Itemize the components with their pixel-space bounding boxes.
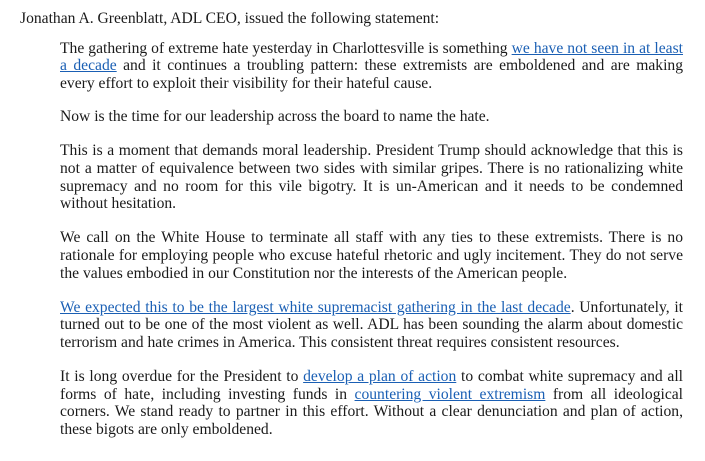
paragraph-1-text-a: The gathering of extreme hate yesterday in Charlottesville is something [60,39,512,57]
paragraph-6-text-a: It is long overdue for the President to [60,367,304,385]
link-not-seen-in-decade[interactable]: we have not seen in at least a decade [60,39,683,75]
statement-quote [60,40,683,439]
link-countering-violent-extremism[interactable]: countering violent extremism [354,385,546,403]
paragraph-6 [60,368,683,438]
paragraph-4: We call on the White House to terminate all staff with any ties to these extremists. There is no rationale for employing people who excuse hateful rhetoric and ugly incitement. They do not serve the values embodied in our Constitution nor the interests of the American people. [60,229,683,282]
link-plan-of-action[interactable]: develop a plan of action [303,367,457,385]
paragraph-6-text-b: to combat white supremacy and all forms of hate, including investing funds in [60,367,683,403]
paragraph-5 [60,299,683,352]
statement-intro: Jonathan A. Greenblatt, ADL CEO, issued the following statement: [20,10,440,27]
paragraph-5-text: . Unfortunately, it turned out to be one of the most violent as well. ADL has been sounding the alarm about domestic terrorism and hate crimes in America. This consistent threat requires consistent resources. [60,298,683,351]
paragraph-6-text-c: from all ideological corners. We stand ready to partner in this effort. Without a clear denunciation and plan of action, these bigots are only emboldened. [60,385,684,438]
paragraph-2: Now is the time for our leadership across the board to name the hate. [60,108,490,126]
paragraph-1-text-b: and it continues a troubling pattern: these extremists are emboldened and are making every effort to exploit their visibility for their hateful cause. [60,57,683,92]
link-largest-gathering[interactable]: We expected this to be the largest white supremacist gathering in the last decade [60,298,571,316]
paragraph-1 [60,40,683,93]
paragraph-3: This is a moment that demands moral leadership. President Trump should acknowledge that this is not a matter of equivalence between two sides with similar gripes. There is no rationalizing white supremacy and no room for this vile bigotry. It is un-American and it needs to be condemned without hesitation. [60,142,683,213]
